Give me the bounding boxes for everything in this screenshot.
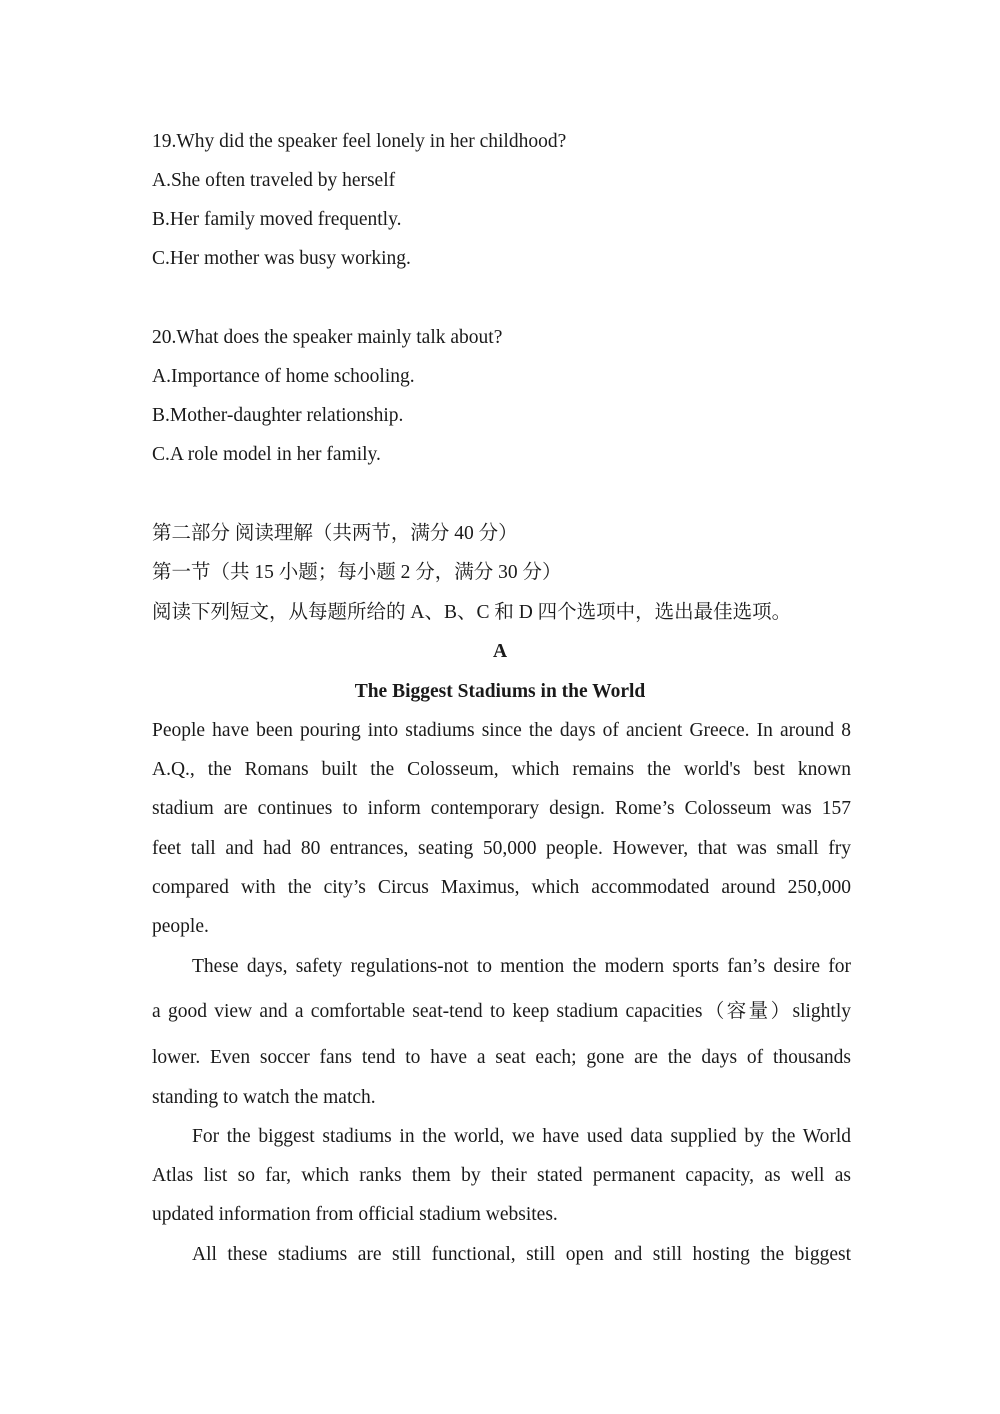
subsection-heading: 第一节（共 15 小题；每小题 2 分，满分 30 分） (152, 562, 562, 583)
paragraph-1-line-1: People have been pouring into stadiums since the days of ancient Greece. In around 8 (152, 720, 851, 741)
paragraph-2-line-3: lower. Even soccer fans tend to have a seat each; gone are the days of thousands (152, 1047, 851, 1068)
paragraph-2-line-4: standing to watch the match. (152, 1087, 376, 1108)
question-20-option-b: B.Mother-daughter relationship. (152, 405, 404, 426)
question-20-option-a: A.Importance of home schooling. (152, 366, 415, 387)
passage-title: The Biggest Stadiums in the World (354, 681, 646, 702)
paragraph-1-line-4: feet tall and had 80 entrances, seating 50,000 people. However, that was small fry (152, 838, 851, 859)
paragraph-1-line-6: people. (152, 916, 209, 937)
paragraph-1-line-2: A.Q., the Romans built the Colosseum, which remains the world's best known (152, 759, 851, 780)
question-19-option-b: B.Her family moved frequently. (152, 209, 402, 230)
passage-label: A (492, 641, 508, 662)
paragraph-3-line-1: For the biggest stadiums in the world, we have used data supplied by the World (192, 1126, 851, 1147)
paragraph-3-line-2: Atlas list so far, which ranks them by their stated permanent capacity, as well as (152, 1165, 851, 1186)
section-instructions: 阅读下列短文，从每题所给的 A、B、C 和 D 四个选项中，选出最佳选项。 (152, 602, 792, 623)
question-19-option-a: A.She often traveled by herself (152, 170, 396, 191)
question-20-option-c: C.A role model in her family. (152, 444, 381, 465)
paragraph-2-line-2: a good view and a comfortable seat-tend to keep stadium capacities（容量）slightly (152, 1001, 851, 1022)
question-19-option-c: C.Her mother was busy working. (152, 248, 411, 269)
part-heading: 第二部分 阅读理解（共两节，满分 40 分） (152, 523, 518, 544)
paragraph-2-line-1: These days, safety regulations-not to mention the modern sports fan’s desire for (192, 956, 851, 977)
question-19-stem: 19.Why did the speaker feel lonely in her childhood? (152, 131, 567, 152)
question-20-stem: 20.What does the speaker mainly talk about? (152, 327, 503, 348)
paragraph-4-line-1: All these stadiums are still functional, still open and still hosting the biggest (192, 1244, 851, 1265)
paragraph-1-line-5: compared with the city’s Circus Maximus, which accommodated around 250,000 (152, 877, 851, 898)
paragraph-3-line-3: updated information from official stadium websites. (152, 1204, 558, 1225)
paragraph-1-line-3: stadium are continues to inform contemporary design. Rome’s Colosseum was 157 (152, 798, 851, 819)
